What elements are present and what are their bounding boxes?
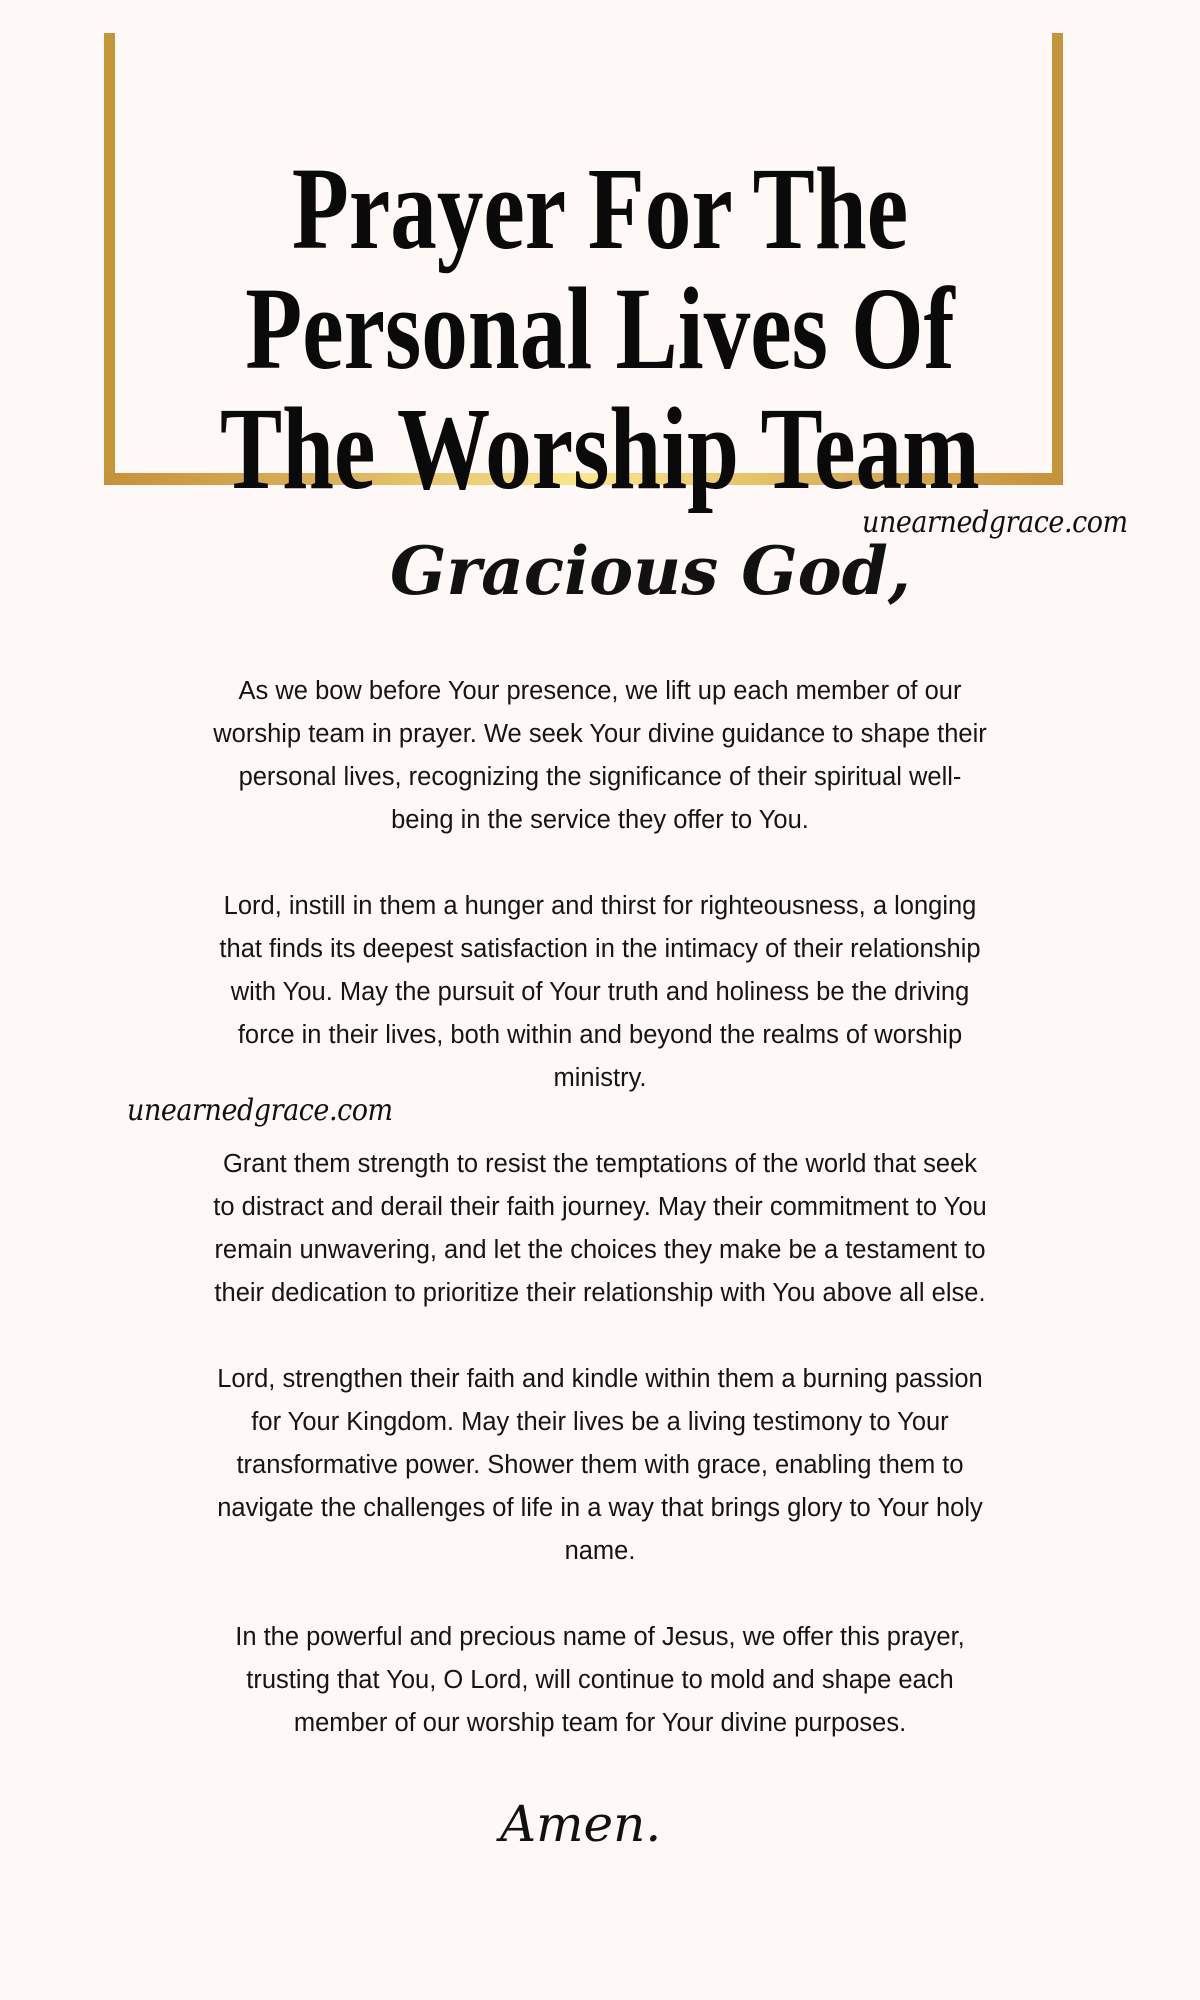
title-line [0, 263, 1200, 395]
text-line: their dedication to prioritize their relationship with You above all else. [214, 1279, 986, 1307]
paragraph-2 [120, 885, 1080, 1100]
closing-amen: Amen. [500, 1795, 662, 1853]
text-line: Lord, instill in them a hunger and thirst for righteousness, a longing [223, 892, 977, 920]
title-line-text: Personal Lives Of [245, 263, 955, 395]
text-line: In the powerful and precious name of Jesus, we offer this prayer, [235, 1623, 965, 1651]
paragraph-3 [120, 1143, 1080, 1315]
salutation: Gracious God, [390, 532, 911, 610]
text-line: to distract and derail their faith journey. May their commitment to You [213, 1193, 987, 1221]
text-line: ministry. [553, 1064, 647, 1092]
title-line [0, 143, 1200, 275]
text-line: name. [564, 1537, 636, 1565]
text-line: being in the service they offer to You. [391, 806, 809, 834]
prayer-body [120, 670, 1080, 1788]
page-title [0, 143, 1200, 515]
text-line: personal lives, recognizing the significance of their spiritual well- [238, 763, 962, 791]
text-line: for Your Kingdom. May their lives be a living testimony to Your [251, 1408, 949, 1436]
text-line: force in their lives, both within and beyond the realms of worship [237, 1021, 963, 1049]
text-line: remain unwavering, and let the choices they make be a testament to [214, 1236, 986, 1264]
text-line: As we bow before Your presence, we lift up each member of our [238, 677, 962, 705]
watermark-top: unearnedgrace.com [862, 505, 1128, 540]
text-line: Lord, strengthen their faith and kindle within them a burning passion [217, 1365, 983, 1393]
text-line: trusting that You, O Lord, will continue to mold and shape each [246, 1666, 954, 1694]
text-line: Grant them strength to resist the temptations of the world that seek [222, 1150, 978, 1178]
paragraph-5 [120, 1616, 1080, 1745]
title-line [0, 383, 1200, 515]
paragraph-4 [120, 1358, 1080, 1573]
paragraph-1 [120, 670, 1080, 842]
text-line: worship team in prayer. We seek Your divine guidance to shape their [213, 720, 987, 748]
text-line: member of our worship team for Your divine purposes. [293, 1709, 907, 1737]
text-line: navigate the challenges of life in a way that brings glory to Your holy [217, 1494, 983, 1522]
text-line: that finds its deepest satisfaction in the intimacy of their relationship [219, 935, 981, 963]
title-line-text: Prayer For The [291, 143, 909, 275]
text-line: transformative power. Shower them with grace, enabling them to [236, 1451, 964, 1479]
watermark-middle: unearnedgrace.com [127, 1093, 393, 1128]
title-line-text: The Worship Team [220, 383, 980, 515]
text-line: with You. May the pursuit of Your truth and holiness be the driving [230, 978, 970, 1006]
